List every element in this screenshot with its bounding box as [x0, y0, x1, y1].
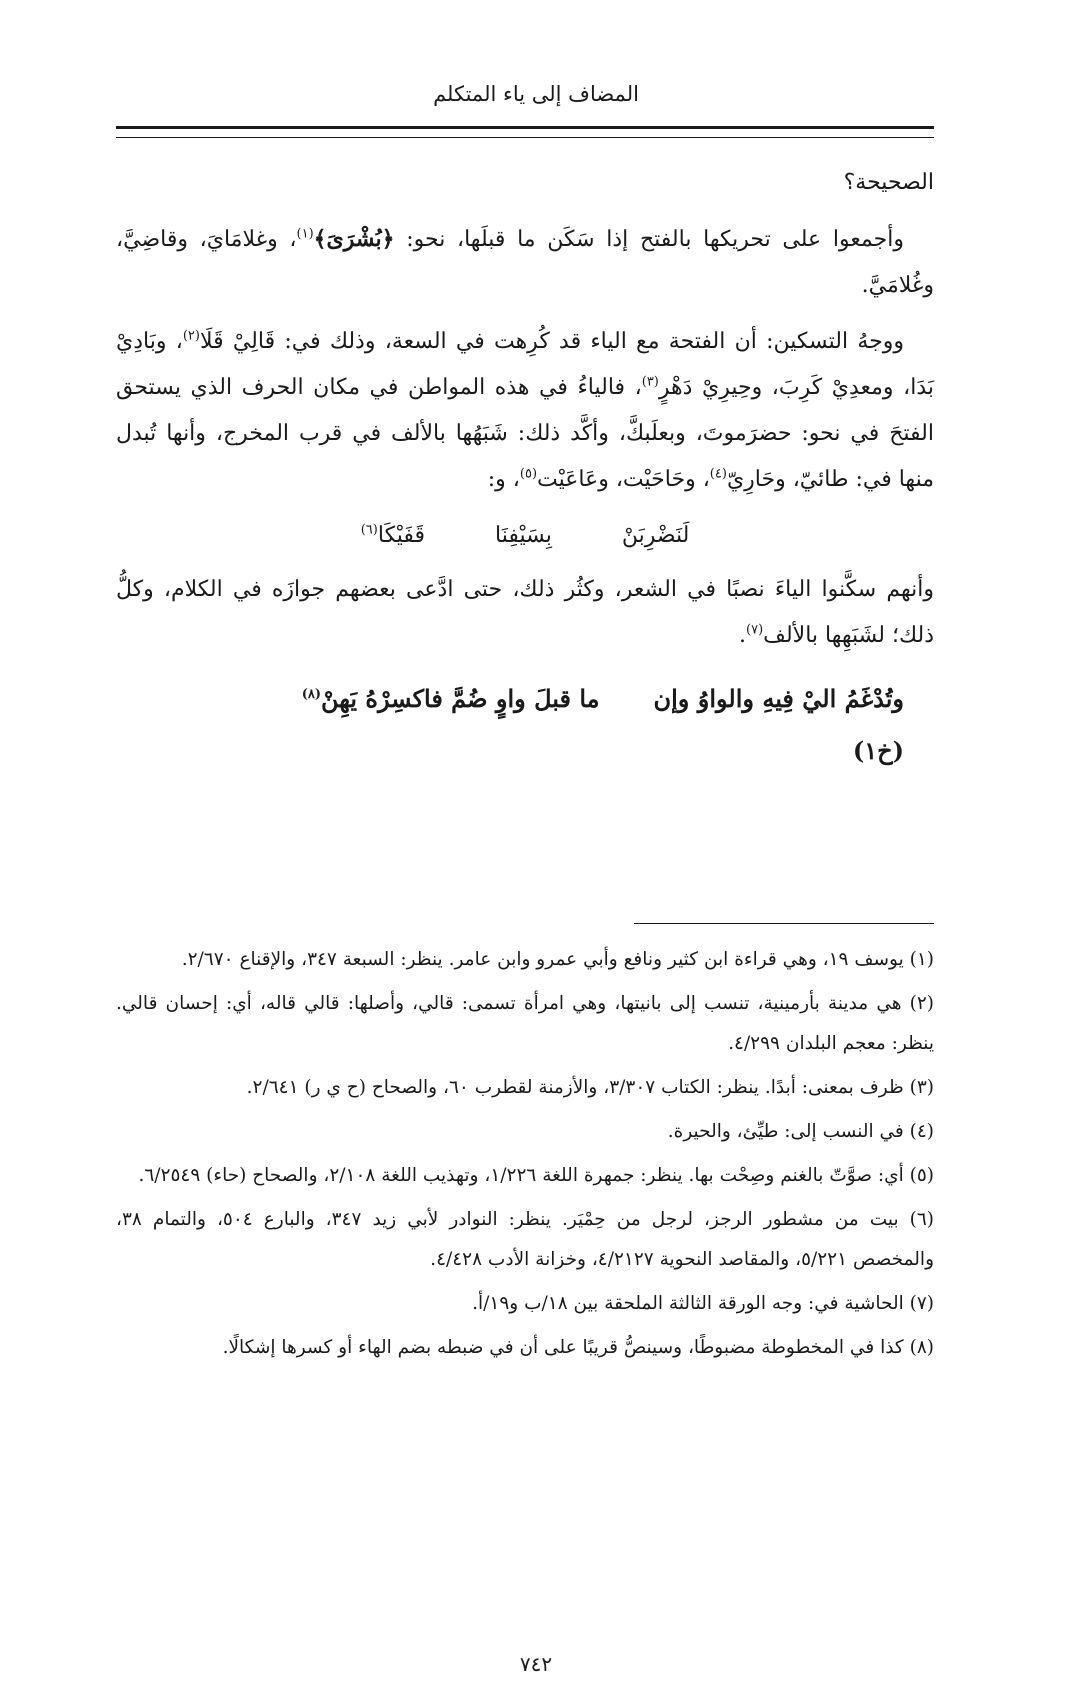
footnote-3: (٣) ظرف بمعنى: أبدًا. ينظر: الكتاب ٣/٣٠٧، والأزمنة لقطرب ٦٠، والصحاح (ح ي ر) ٢/٦٤١.: [246, 1077, 934, 1098]
footnote-8: (٨) كذا في المخطوطة مضبوطًا، وسينصُّ قريبًا على أن في ضبطه بضم الهاء أو كسرها إشكالًا.: [222, 1337, 934, 1358]
footnote-ref-1: (١): [296, 226, 314, 242]
header-rule-thick: [116, 126, 934, 129]
paragraph-4: وأنهم سكَّنوا الياءَ نصبًا في الشعر، وكثُر ذلك، حتى ادَّعى بعضهم جوازَه في الكلام، وكلُّ ذلك؛ لشَبَهِها بالألف$^{(٧)}$.: [116, 577, 934, 648]
footnote-5: (٥) أي: صوَّتّ بالغنم وصِحْت بها. ينظر: جمهرة اللغة ١/٢٢٦، وتهذيب اللغة ٢/١٠٨، والصحاح (حاء) ٦/٢٥٤٩.: [138, 1165, 934, 1186]
footnote-1: (١) يوسف ١٩، وهي قراءة ابن كثير ونافع وأبي عمرو وابن عامر. ينظر: السبعة ٣٤٧، والإقناع ٢/٦٧٠.: [181, 949, 934, 970]
running-header: المضاف إلى ياء المتكلم: [433, 82, 639, 106]
footnote-ref-6: (٦): [360, 522, 378, 538]
verse-word-3: قَفَيْكَا$^{(٦)}$: [360, 522, 425, 548]
alfiya-verse: [116, 673, 934, 777]
footnote-ref-8: (٨): [301, 687, 322, 702]
footnote-7: (٧) الحاشية في: وجه الورقة الثالثة الملحقة بين ١٨/ب و١٩/أ.: [472, 1293, 934, 1314]
header-rule-thin: [116, 137, 934, 138]
paragraph-1: الصحيحة؟: [843, 170, 934, 195]
verse-word-2: بِسَيْفِنَا: [495, 523, 552, 548]
paragraph-3: ووجهُ التسكين: أن الفتحة مع الياء قد كُرِهت في السعة، وذلك في: قَالِيْ قَلَا$^{(٢)}$، وبَادِيْ بَدَا، ومعدِيْ كَرِبَ، وحِيرِيْ دَهْرٍ$^{(٣)}$، فالياءُ في هذه المواطن في مكان الحرف الذي يستحق الفتحَ في نحو: حضرَموتَ، وبعلَبكَّ، وأكَّد ذلك: شَبَهُها بالألف في قرب المخرج، وأنها تُبدل منها في: طائيّ، وحَارِيّ$^{(٤)}$، وحَاحَيْت، وعَاعَيْت$^{(٥)}$، و:: [116, 328, 934, 492]
alfiya-marker: (خ١): [852, 736, 904, 765]
page-number: ٧٤٢: [519, 1652, 553, 1676]
poetry-verse: [116, 513, 934, 559]
footnote-ref-3: (٣): [641, 374, 659, 390]
footnote-separator: [634, 923, 934, 924]
footnote-ref-5: (٥): [519, 466, 538, 482]
main-text: [116, 160, 934, 777]
footnote-6: (٦) بيت من مشطور الرجز، لرجل من حِمْيَر. ينظر: النوادر لأبي زيد ٣٤٧، والبارع ٥٠٤، والتمام ٣٨، والمخصص ٥/٢٢١، والمقاصد النحوية ٤/٢١٢٧، وخزانة الأدب ٤/٤٢٨.: [116, 1209, 934, 1270]
alfiya-hemistich-1: وتُدْغَمُ اليْ فِيهِ والواوُ وإن: [653, 684, 904, 713]
verse-word-1: لَنَضْرِبَنْ: [621, 523, 690, 548]
paragraph-2: وأجمعوا على تحريكها بالفتح إذا سَكَن ما قبلَها، نحو: ﴿بُشْرَىَ﴾$^{(١)}$، وغلامَايَ، وقاضِيَّ، وغُلامَيَّ.: [116, 226, 934, 298]
footnote-4: (٤) في النسب إلى: طيِّئ، والحيرة.: [667, 1121, 934, 1142]
footnote-ref-4: (٤): [709, 466, 727, 482]
footnote-ref-7: (٧): [746, 622, 764, 638]
footnote-2: (٢) هي مدينة بأرمينية، تنسب إلى بانيتها، وهي امرأة تسمى: قالي، وأصلها: قالي قاله، أي: إحسان قالي. ينظر: معجم البلدان ٤/٢٩٩.: [116, 993, 934, 1054]
footnotes: [116, 940, 934, 1372]
quran-citation: ﴿بُشْرَىَ﴾: [313, 226, 395, 252]
footnote-ref-2: (٢): [182, 328, 200, 344]
alfiya-hemistich-2: ما قبلَ واوٍ ضُمَّ فاكسِرْهُ يَهِنْ$^{(٨)}$: [301, 684, 600, 713]
